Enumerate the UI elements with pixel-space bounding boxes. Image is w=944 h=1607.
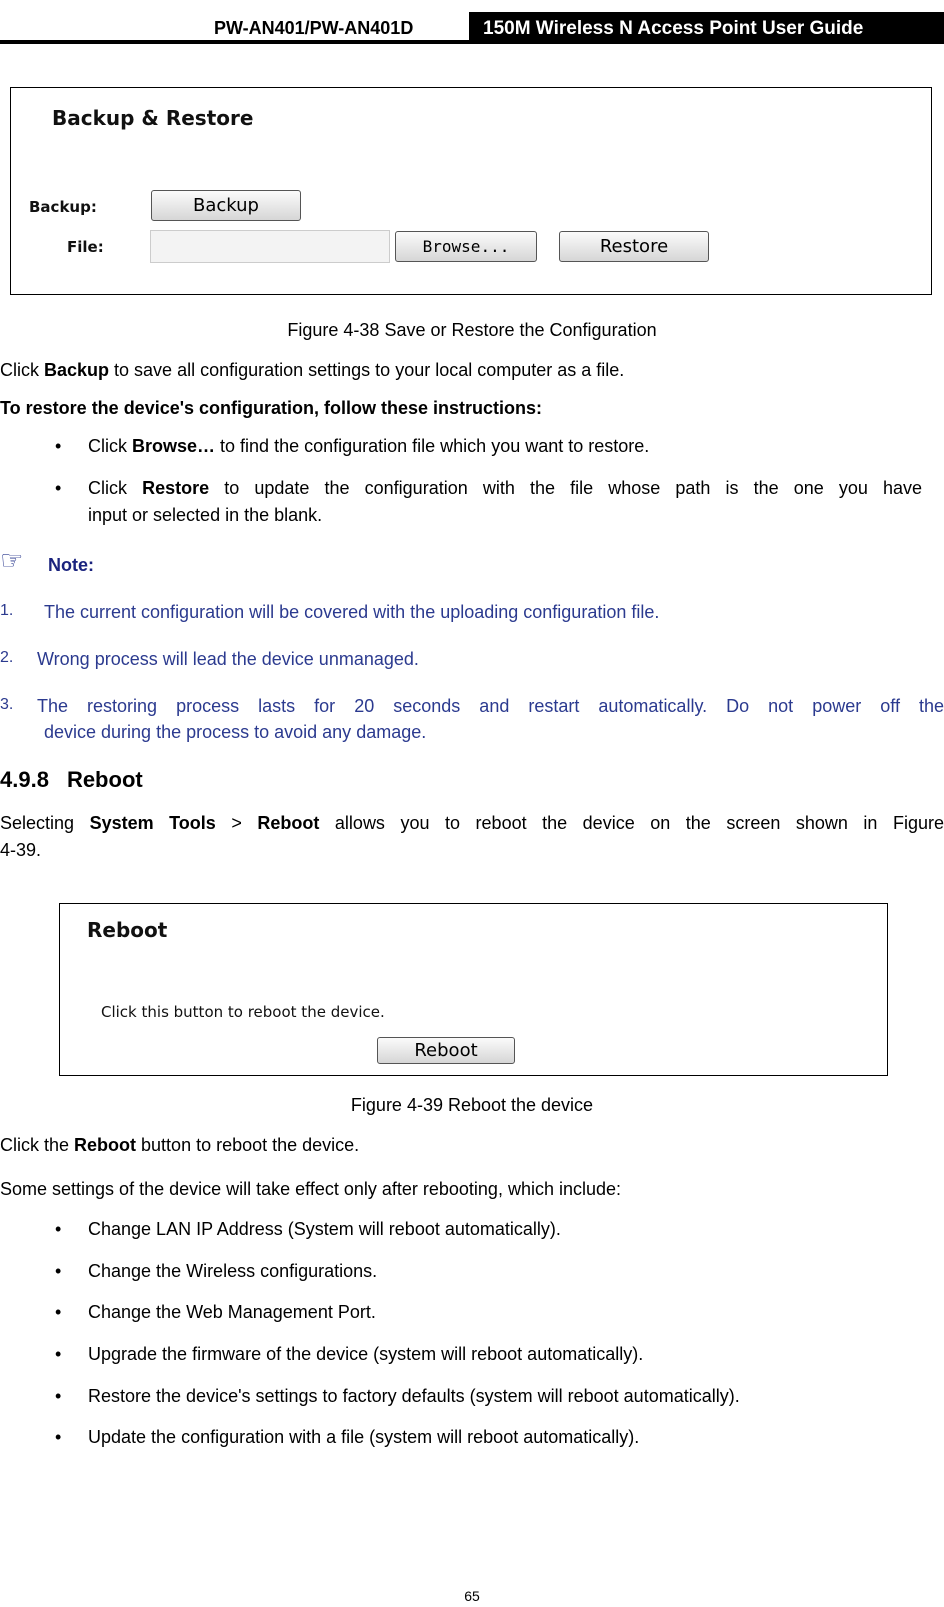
header-rule [0,40,944,44]
reboot-settings-intro: Some settings of the device will take effect only after rebooting, which include: [0,1179,622,1199]
bullet-icon: • [55,1302,62,1322]
restore-step-browse: Click Browse… to find the configuration file which you want to restore. [88,436,650,456]
bullet-icon: • [55,478,62,498]
section-heading [0,767,143,793]
note-item-number: 2. [0,649,14,666]
list-item: Upgrade the firmware of the device (system will reboot automatically). [88,1344,644,1364]
note-item-number: 3. [0,696,14,713]
reboot-intro-paragraph-cont: 4-39. [0,840,42,860]
note-item-text-cont: device during the process to avoid any damage. [44,722,427,742]
backup-paragraph: Click Backup to save all configuration settings to your local computer as a file. [0,360,625,380]
bullet-icon: • [55,1261,62,1281]
page-header [0,0,944,44]
backup-button[interactable]: Backup [151,190,301,221]
list-item: Change the Wireless configurations. [88,1261,378,1281]
note-hand-icon: ☞ [0,546,24,576]
restore-button[interactable]: Restore [559,231,709,262]
section-title: Reboot [66,767,143,792]
header-guide-title: 150M Wireless N Access Point User Guide [469,12,944,44]
list-item: Change the Web Management Port. [88,1302,376,1322]
bullet-icon: • [55,1344,62,1364]
backup-label: Backup: [29,198,97,216]
bullet-icon: • [55,1386,62,1406]
bullet-icon: • [55,436,62,456]
reboot-click-paragraph: Click the Reboot button to reboot the device. [0,1135,360,1155]
restore-step-restore-cont: input or selected in the blank. [88,505,323,525]
figure-4-39-caption: Figure 4-39 Reboot the device [350,1095,594,1115]
reboot-screenshot [59,903,888,1076]
file-label: File: [67,238,104,256]
backup-restore-screenshot [10,87,932,295]
bullet-icon: • [55,1427,62,1447]
browse-button[interactable]: Browse... [395,231,537,262]
note-label: Note: [48,555,94,575]
header-model: PW-AN401/PW-AN401D [214,18,414,38]
list-item: Change LAN IP Address (System will reboot automatically). [88,1219,561,1239]
reboot-title: Reboot [87,918,168,942]
file-path-input[interactable] [150,230,390,263]
bullet-icon: • [55,1219,62,1239]
restore-heading: To restore the device's configuration, follow these instructions: [0,398,543,418]
restore-step-restore: Click Restore to update the configuration with the file whose path is the one you have [88,478,922,498]
note-item-text: The restoring process lasts for 20 seconds and restart automatically. Do not power off the [37,696,944,716]
figure-4-38-caption: Figure 4-38 Save or Restore the Configuration [287,320,657,340]
note-item-text: The current configuration will be covered with the uploading configuration file. [44,602,660,622]
backup-restore-title: Backup & Restore [52,106,254,130]
list-item: Update the configuration with a file (system will reboot automatically). [88,1427,640,1447]
reboot-button[interactable]: Reboot [377,1037,515,1064]
reboot-instruction: Click this button to reboot the device. [101,1003,385,1021]
note-item-number: 1. [0,602,14,619]
note-item-text: Wrong process will lead the device unmanaged. [37,649,419,669]
page-number: 65 [464,1588,480,1604]
list-item: Restore the device's settings to factory defaults (system will reboot automatically). [88,1386,740,1406]
reboot-intro-paragraph: Selecting System Tools > Reboot allows you to reboot the device on the screen shown in Figure [0,813,944,833]
section-number: 4.9.8 [0,767,49,792]
